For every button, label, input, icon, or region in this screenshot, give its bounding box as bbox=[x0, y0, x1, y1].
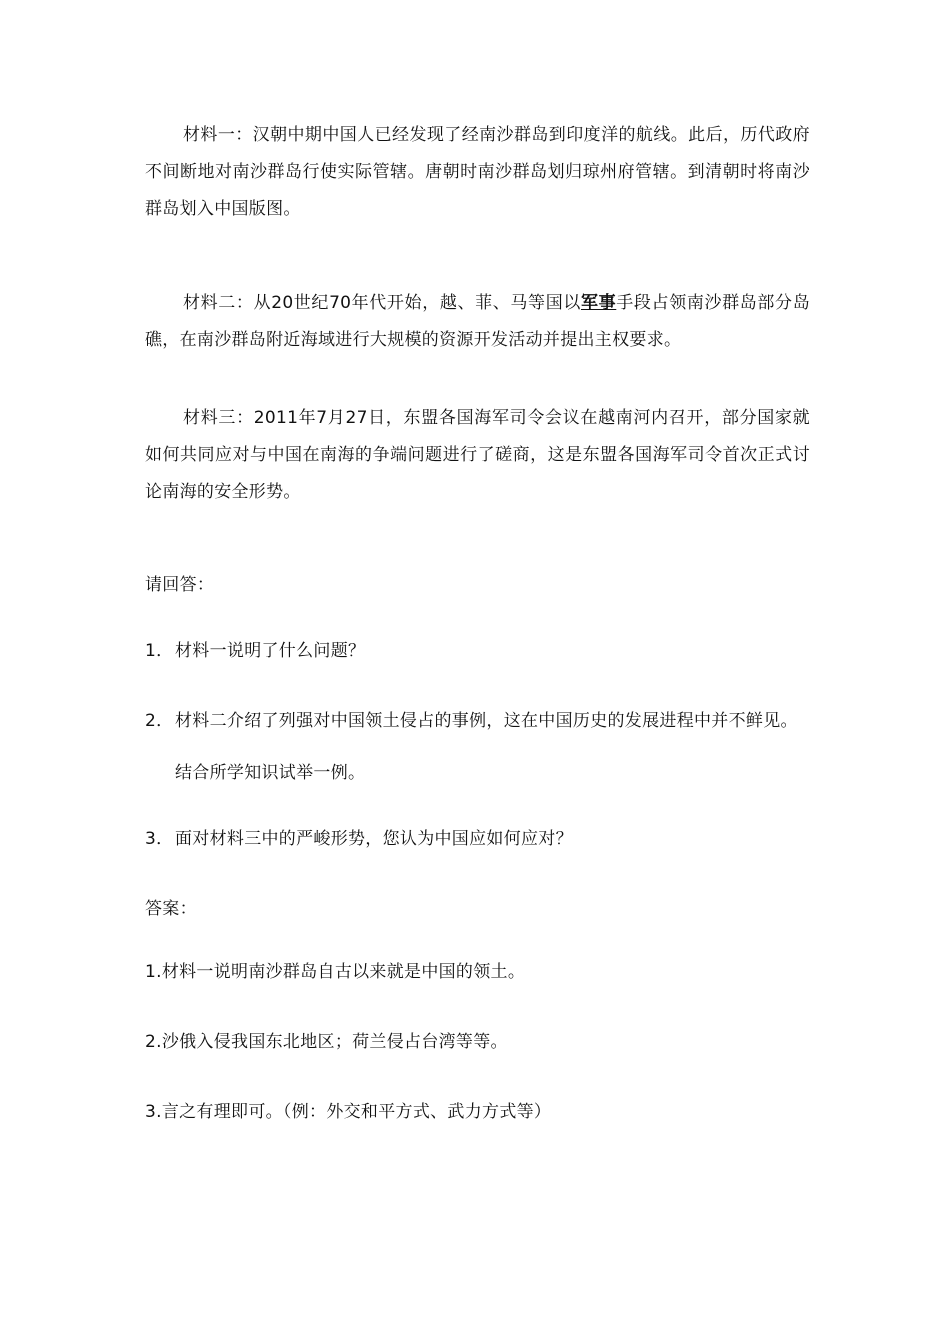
question-text: 面对材料三中的严峻形势，您认为中国应如何应对？ bbox=[175, 829, 573, 849]
question-number: 2． bbox=[145, 711, 174, 731]
material-two-text-before: 材料二：从20世纪70年代开始，越、菲、马等国以 bbox=[183, 293, 581, 313]
question-text: 材料二介绍了列强对中国领土侵占的事例，这在中国历史的发展进程中并不鲜见。结合所学知识试举一例。 bbox=[175, 711, 798, 783]
question-item-3 bbox=[145, 813, 810, 865]
material-two-paragraph bbox=[145, 285, 810, 359]
question-prompt: 请回答： bbox=[145, 575, 215, 595]
answer-item-2: 2.沙俄入侵我国东北地区；荷兰侵占台湾等等。 bbox=[145, 1032, 508, 1052]
answer-item-3: 3.言之有理即可。（例：外交和平方式、武力方式等） bbox=[145, 1102, 552, 1122]
answer-label: 答案： bbox=[145, 899, 197, 919]
question-item-2 bbox=[145, 695, 810, 799]
question-number: 1． bbox=[145, 641, 174, 661]
question-item-1 bbox=[145, 625, 810, 677]
answer-item-1: 1.材料一说明南沙群岛自古以来就是中国的领土。 bbox=[145, 962, 526, 982]
material-one-paragraph bbox=[145, 117, 810, 228]
material-three-paragraph bbox=[145, 400, 810, 511]
question-number: 3． bbox=[145, 829, 174, 849]
material-three-text: 材料三：2011年7月27日，东盟各国海军司令会议在越南河内召开，部分国家就如何共同应对与中国在南海的争端问题进行了磋商，这是东盟各国海军司令首次正式讨论南海的安全形势。 bbox=[145, 408, 810, 502]
material-two-text-after: 手段占领南沙群岛部分岛礁，在南沙群岛附近海域进行大规模的资源开发活动并提出主权要求。 bbox=[145, 293, 810, 350]
material-one-text: 材料一：汉朝中期中国人已经发现了经南沙群岛到印度洋的航线。此后，历代政府不间断地对南沙群岛行使实际管辖。唐朝时南沙群岛划归琼州府管辖。到清朝时将南沙群岛划入中国版图。 bbox=[145, 125, 810, 219]
material-two-emphasis: 军事 bbox=[580, 293, 617, 313]
question-text: 材料一说明了什么问题？ bbox=[175, 641, 366, 661]
